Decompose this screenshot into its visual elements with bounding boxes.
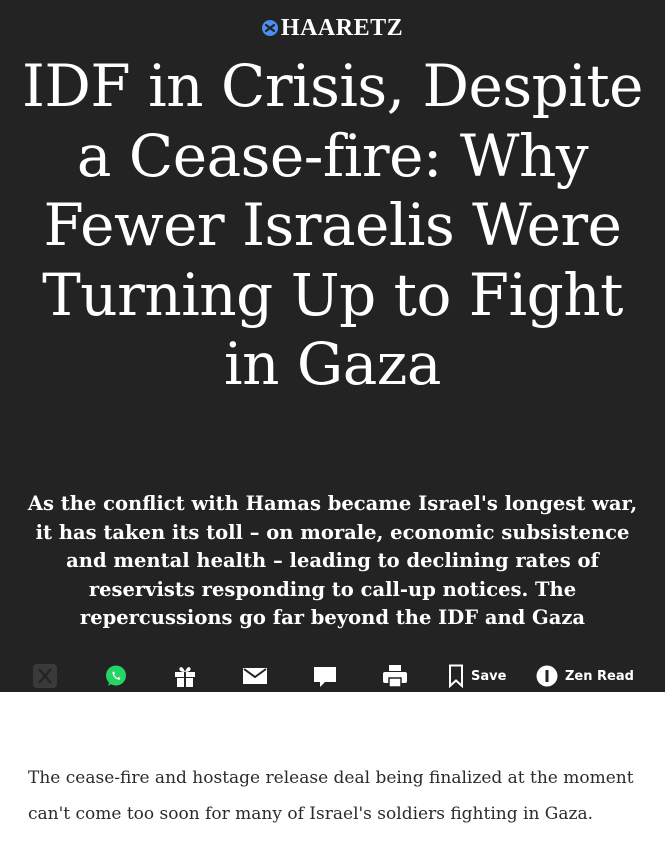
print-button[interactable] [382, 663, 408, 689]
zen-read-button[interactable] [536, 663, 634, 689]
share-toolbar [0, 658, 665, 692]
site-logo-text: HAARETZ [280, 15, 404, 41]
article-headline: IDF in Crisis, Despite a Cease-fire: Why Fewer Israelis Were Turning Up to Fight in Gaza [22, 52, 643, 398]
article-paragraph: The cease-fire and hostage release deal being finalized at the moment can't come too soon for many of Israel's soldiers fighting in Gaza. [28, 768, 634, 824]
print-icon [382, 663, 408, 689]
mail-icon [242, 663, 268, 689]
x-icon [32, 663, 58, 689]
comments-button[interactable] [312, 663, 338, 689]
content-fade-overlay [0, 830, 665, 865]
zen-read-label: Zen Read [565, 668, 634, 684]
save-label: Save [471, 668, 507, 684]
whatsapp-icon [103, 663, 129, 689]
article-subtitle: As the conflict with Hamas became Israel's longest war, it has taken its toll – on morale, economic subsistence and mental health – leading to declining rates of reservists responding to call-up notices. The repercussions go far beyond the IDF and Gaza [27, 492, 638, 629]
save-button[interactable] [448, 663, 506, 689]
gift-article-button[interactable] [172, 663, 198, 689]
bookmark-icon [448, 664, 464, 688]
site-logo[interactable] [0, 14, 665, 42]
info-icon [536, 665, 558, 687]
gift-icon [172, 663, 198, 689]
haaretz-logo-icon [262, 20, 278, 36]
share-email-button[interactable] [242, 663, 268, 689]
share-x-button[interactable] [32, 663, 58, 689]
share-whatsapp-button[interactable] [103, 663, 129, 689]
comment-icon [312, 663, 338, 689]
